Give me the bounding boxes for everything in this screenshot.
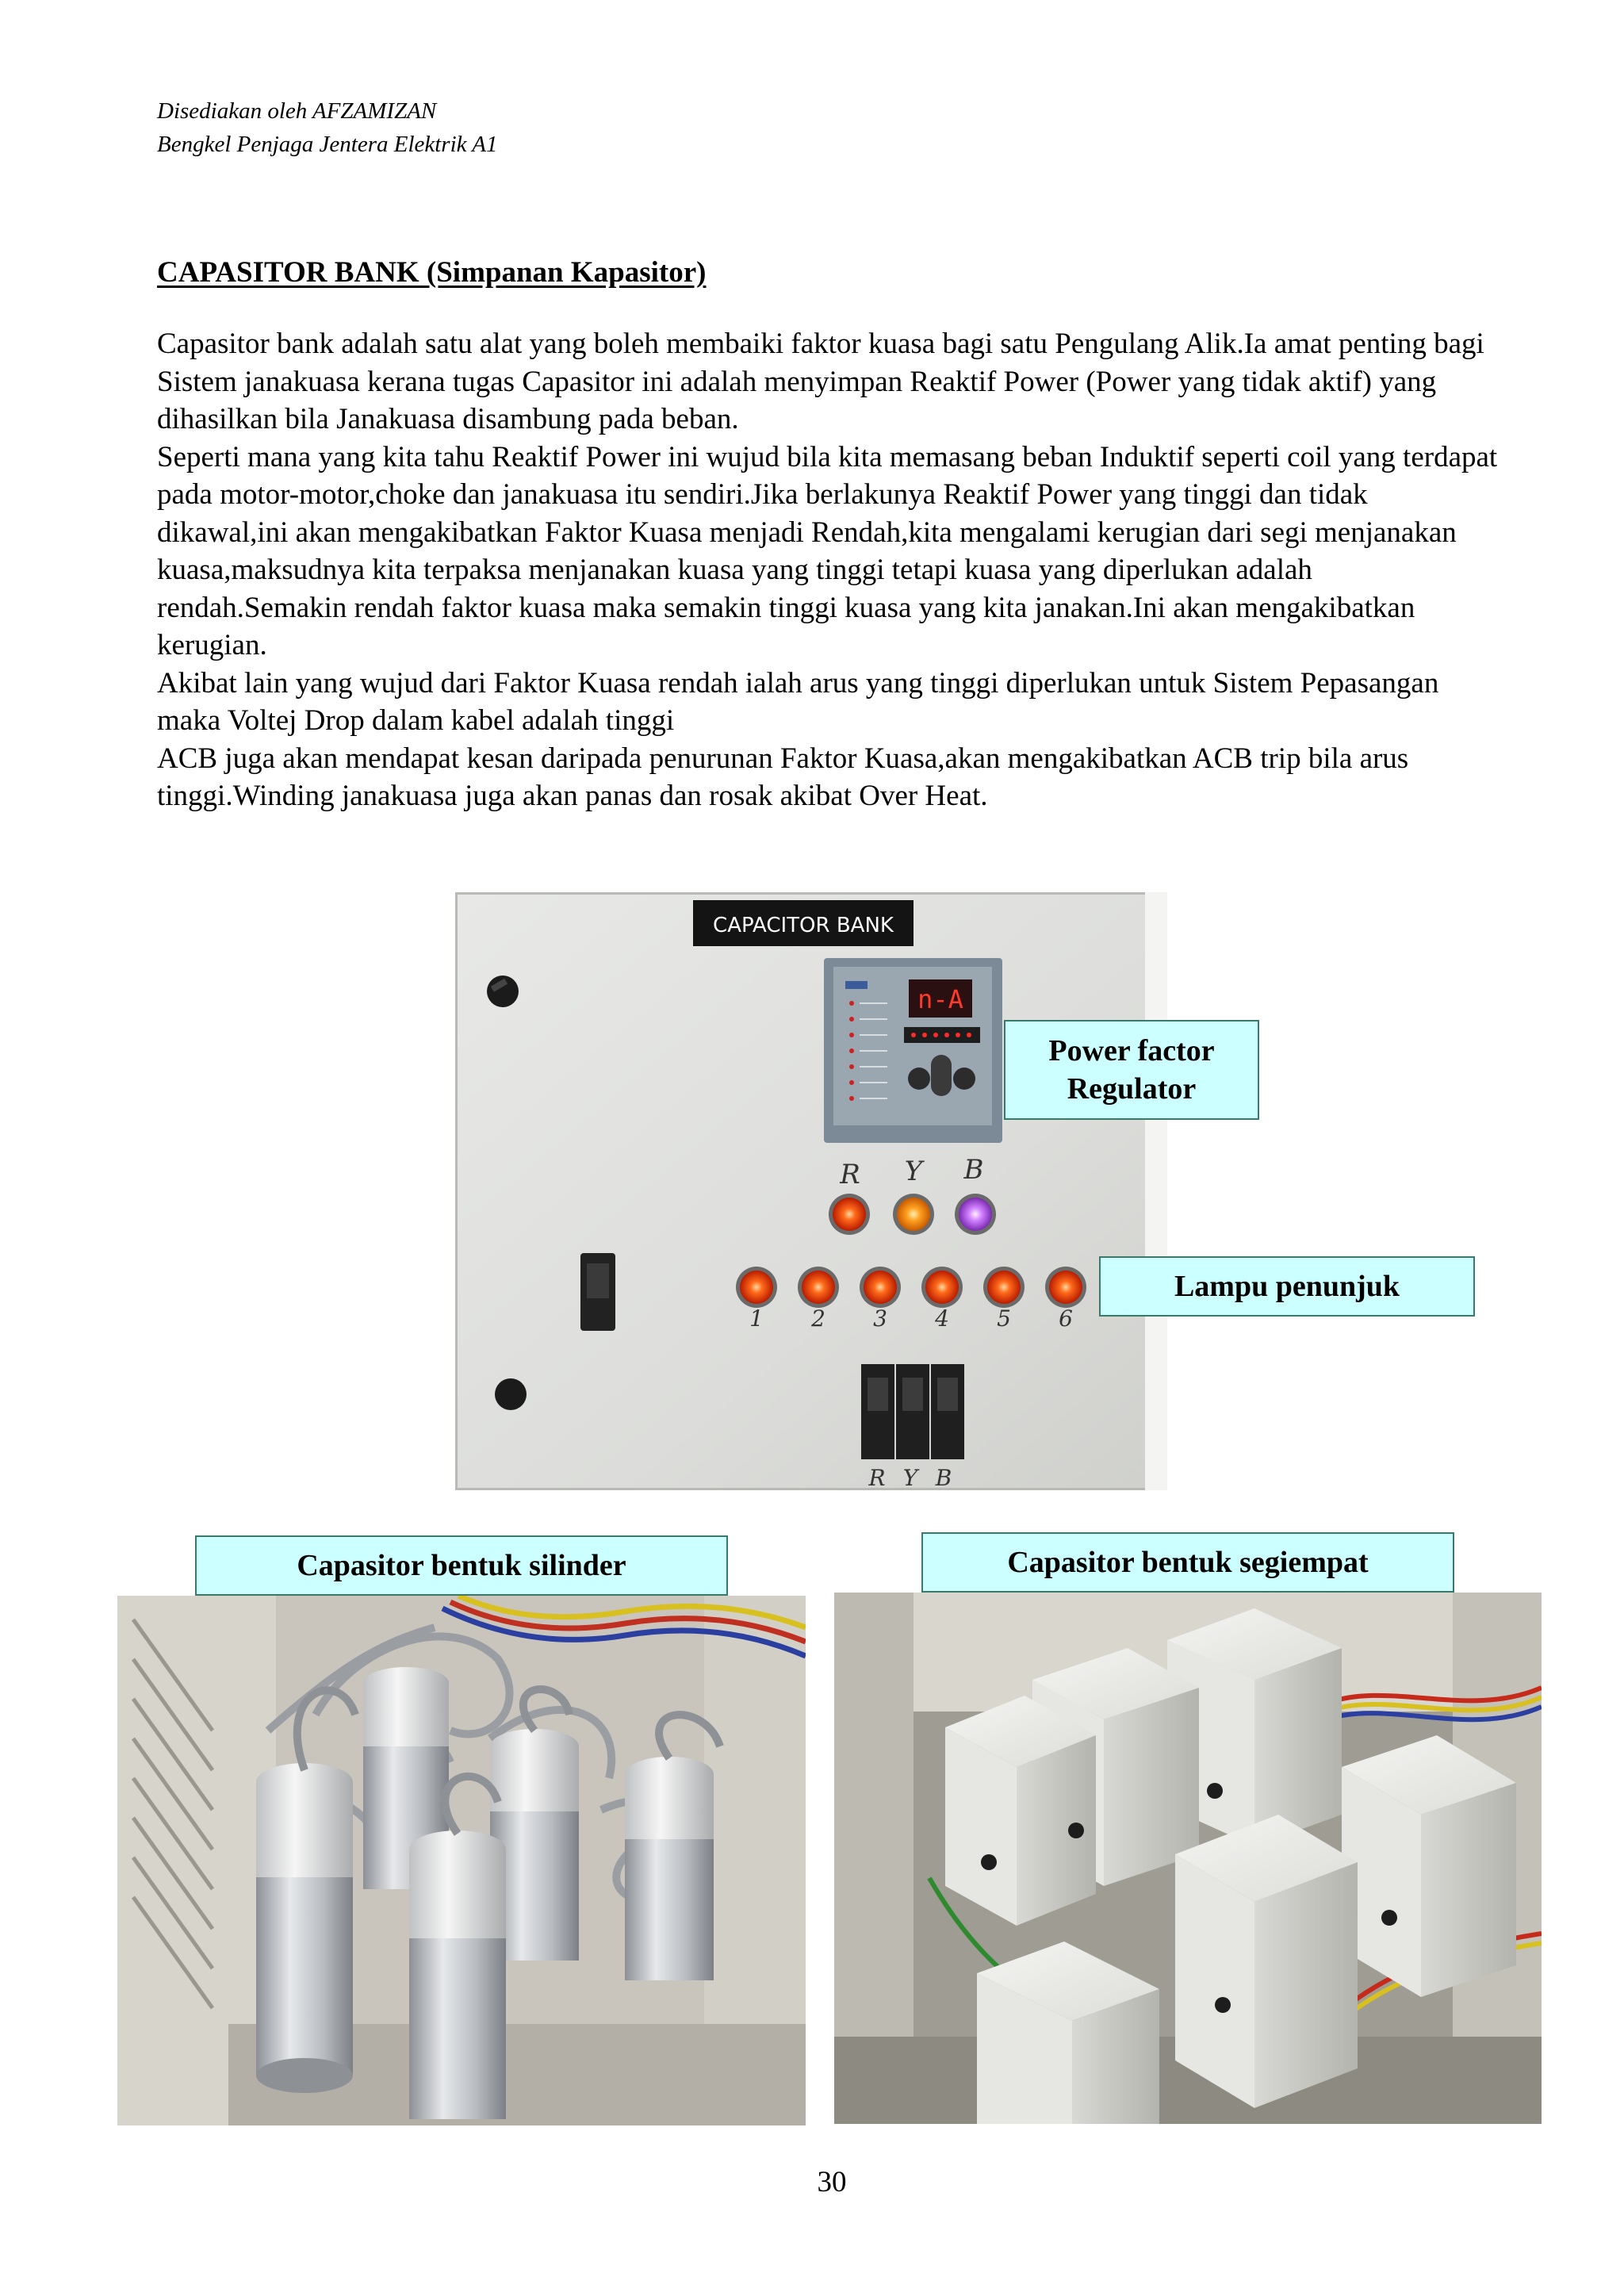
phase-label-r: R xyxy=(840,1159,860,1190)
cylinder-capacitor-label: Capasitor bentuk silinder xyxy=(195,1535,728,1596)
cylinder-capacitor-photo xyxy=(117,1596,806,2125)
body-text xyxy=(157,325,1505,815)
breaker-label-b: B xyxy=(935,1465,952,1490)
header-author: Disediakan oleh AFZAMIZAN xyxy=(157,98,437,124)
paragraph: Capasitor bank adalah satu alat yang boleh membaiki faktor kuasa bagi satu Pengulang Alik.Ia amat penting bagi Sistem janakuasa kerana tugas Capasitor ini adalah menyimpan Reaktif Power (Power yang tidak aktif) yang dihasilkan bila Janakuasa disambung pada beban. xyxy=(157,328,1484,435)
step-label-2: 2 xyxy=(811,1305,825,1332)
indicator-lamp-label: Lampu penunjuk xyxy=(1099,1256,1475,1317)
step-label-3: 3 xyxy=(873,1305,887,1332)
paragraph: ACB juga akan mendapat kesan daripada penurunan Faktor Kuasa,akan mengakibatkan ACB trip bila arus tinggi.Winding janakuasa juga akan panas dan rosak akibat Over Heat. xyxy=(157,742,1409,812)
paragraph: Akibat lain yang wujud dari Faktor Kuasa rendah ialah arus yang tinggi diperlukan untuk Sistem Pepasangan maka Voltej Drop dalam kabel adalah tinggi xyxy=(157,666,1439,737)
nameplate-text: CAPACITOR BANK xyxy=(713,914,894,937)
step-label-1: 1 xyxy=(749,1305,764,1332)
page-number: 30 xyxy=(817,2166,847,2198)
box-capacitor-photo xyxy=(834,1593,1542,2124)
step-label-5: 5 xyxy=(997,1305,1011,1332)
step-label-4: 4 xyxy=(935,1305,949,1332)
breaker-label-r: R xyxy=(868,1465,886,1490)
capacitor-bank-panel-photo xyxy=(455,892,1167,1490)
regulator-label-line2: Regulator xyxy=(1067,1072,1197,1106)
phase-label-b: B xyxy=(963,1154,984,1186)
breaker-label-y: Y xyxy=(902,1465,918,1490)
header-workshop: Bengkel Penjaga Jentera Elektrik A1 xyxy=(157,132,498,157)
section-title: CAPASITOR BANK (Simpanan Kapasitor) xyxy=(157,256,707,289)
power-factor-regulator-label xyxy=(1004,1020,1259,1120)
regulator-display: n-A xyxy=(917,984,963,1014)
phase-label-y: Y xyxy=(904,1156,923,1187)
box-capacitor-label: Capasitor bentuk segiempat xyxy=(921,1532,1454,1593)
regulator-label-line1: Power factor xyxy=(1048,1034,1215,1068)
paragraph: Seperti mana yang kita tahu Reaktif Power ini wujud bila kita memasang beban Induktif seperti coil yang terdapat pada motor-motor,choke dan janakuasa itu sendiri.Jika berlakunya Reaktif Power yang tinggi dan tidak dikawal,ini akan mengakibatkan Faktor Kuasa menjadi Rendah,kita mengalami kerugian dari segi menjanakan kuasa,maksudnya kita terpaksa menjanakan kuasa yang tinggi tetapi kuasa yang diperlukan adalah rendah.Semakin rendah faktor kuasa maka semakin tinggi kuasa yang kita janakan.Ini akan mengakibatkan kerugian. xyxy=(157,440,1498,661)
step-label-6: 6 xyxy=(1059,1305,1073,1332)
